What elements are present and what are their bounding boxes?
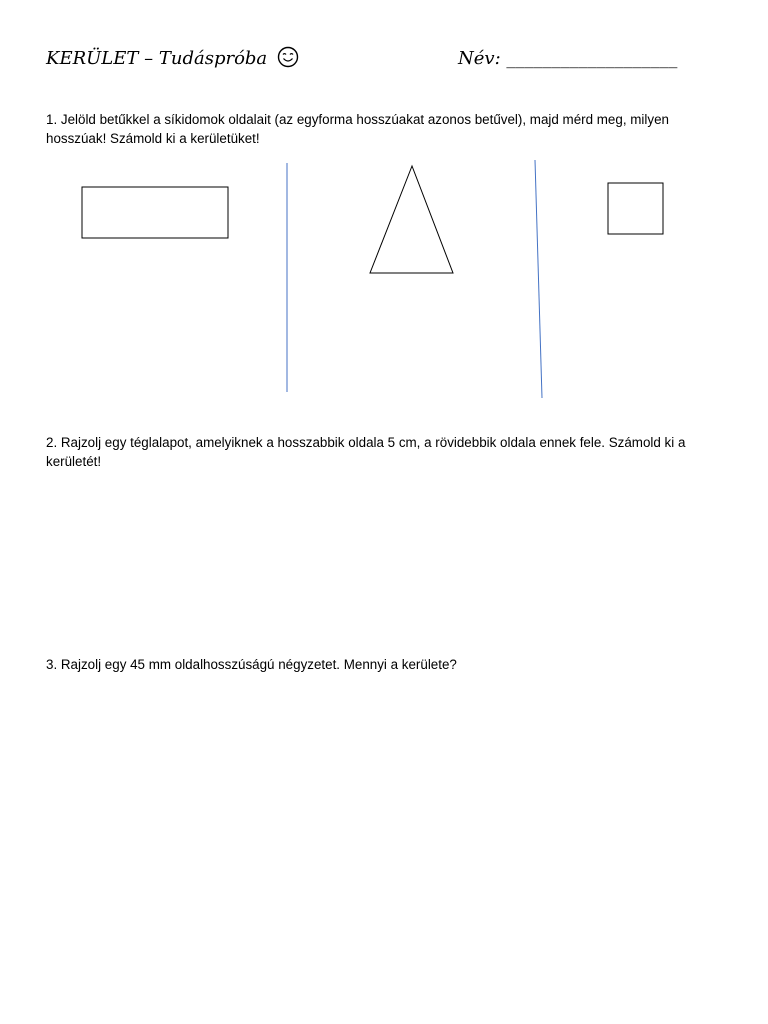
task-2-text: 2. Rajzolj egy téglalapot, amelyiknek a hosszabbik oldala 5 cm, a rövidebbik oldala ennek fele. Számold ki a kerületét! [46,435,686,469]
square-shape [608,183,663,234]
smiley-face-icon [277,46,299,68]
name-field[interactable]: Név: ___________________ [458,48,678,69]
worksheet-header [46,44,726,74]
triangle-shape [370,166,453,273]
title-text: KERÜLET – Tudáspróba [46,48,268,69]
divider-line-right [535,160,542,398]
worksheet-title [46,48,299,69]
task-3-text: 3. Rajzolj egy 45 mm oldalhosszúságú négyzetet. Mennyi a kerülete? [46,657,457,672]
rectangle-shape [82,187,228,238]
task-1-text: 1. Jelöld betűkkel a síkidomok oldalait (az egyforma hosszúakat azonos betűvel), majd mérd meg, milyen hosszúak! Számold ki a kerületüket! [46,112,669,146]
